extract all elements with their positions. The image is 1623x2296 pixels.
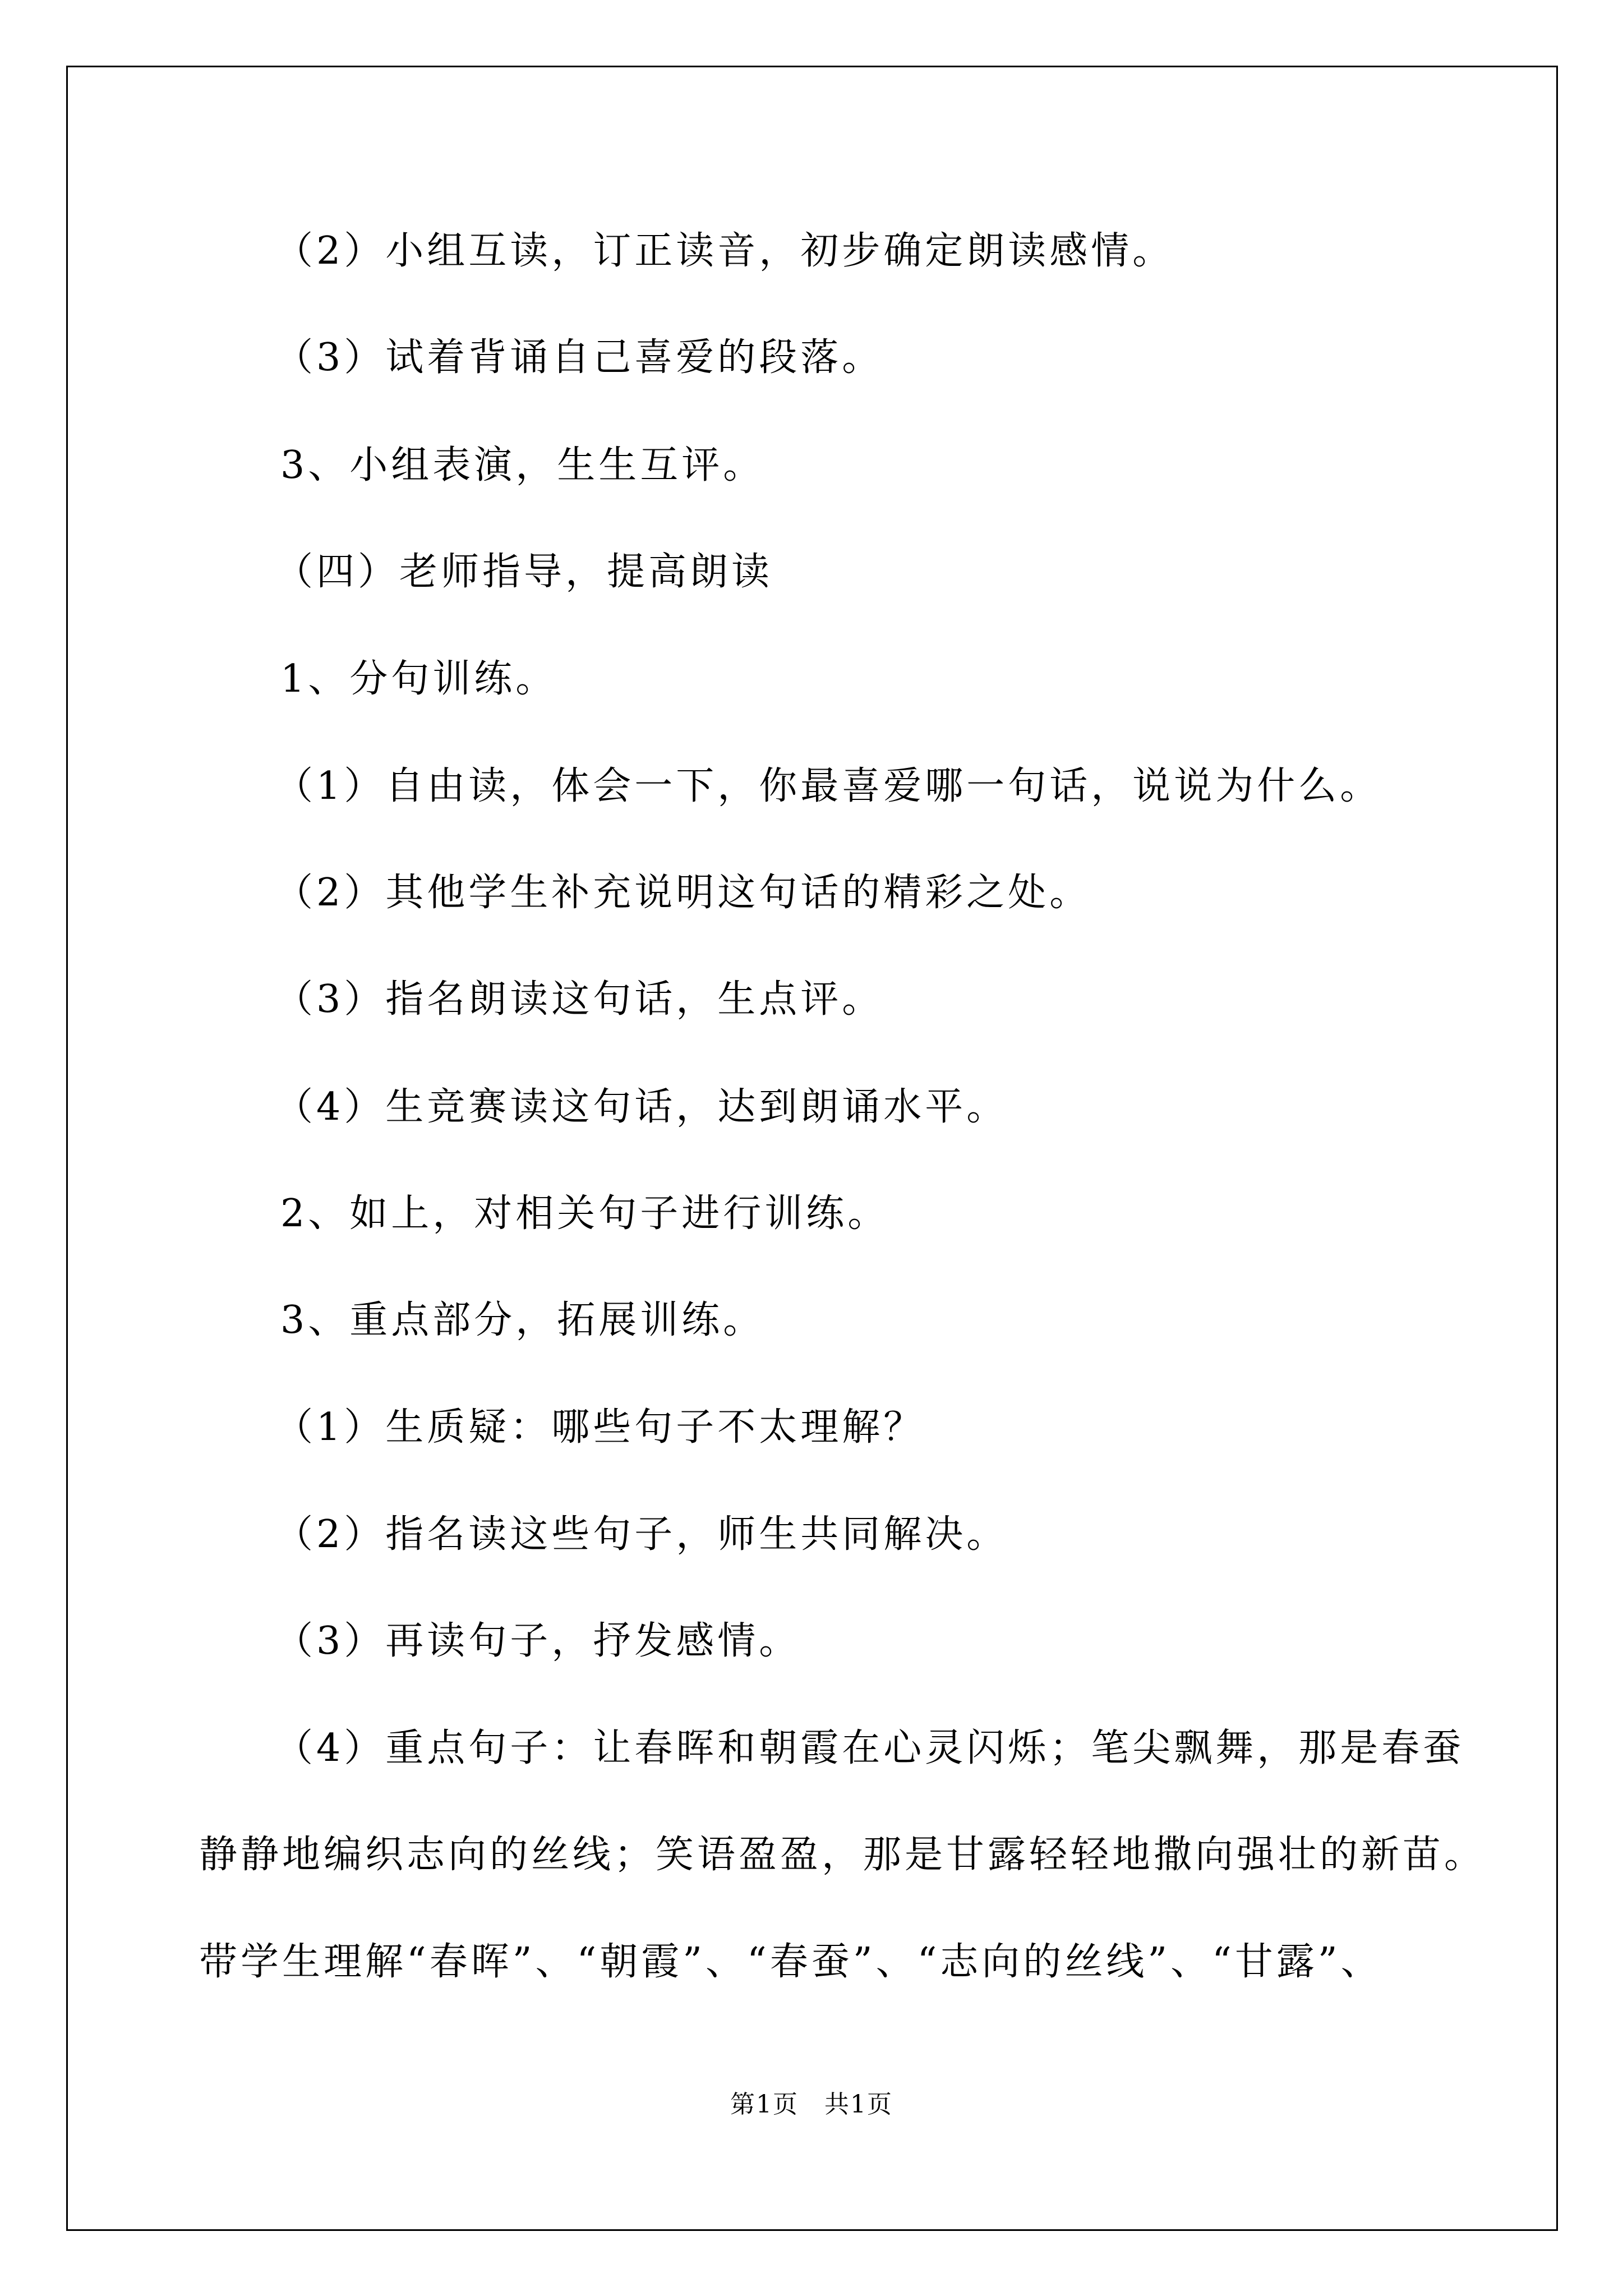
- paragraph-line: （2）小组互读，订正读音，初步确定朗读感情。: [275, 229, 1174, 273]
- paragraph-line: （3）指名朗读这句话，生点评。: [275, 977, 884, 1022]
- paragraph-line: （4）重点句子：让春晖和朝霞在心灵闪烁；笔尖飘舞，那是春蚕: [275, 1726, 1465, 1770]
- paragraph-line: （2）指名读这些句子，师生共同解决。: [275, 1512, 1008, 1557]
- paragraph-line: （1）自由读，体会一下，你最喜爱哪一句话，说说为什么。: [275, 764, 1382, 808]
- paragraph-line: （2）其他学生补充说明这句话的精彩之处。: [275, 871, 1091, 915]
- paragraph-line: 1、分句训练。: [280, 657, 557, 701]
- paragraph-line: 3、小组表演，生生互评。: [280, 443, 765, 487]
- section-heading: （四）老师指导，提高朗读: [275, 550, 773, 594]
- paragraph-line: （3）再读句子，抒发感情。: [275, 1619, 801, 1663]
- paragraph-line: 静静地编织志向的丝线；笑语盈盈，那是甘露轻轻地撒向强壮的新苗。: [199, 1833, 1486, 1877]
- page-border: [66, 66, 1558, 2231]
- paragraph-line: （3）试着背诵自己喜爱的段落。: [275, 335, 884, 380]
- paragraph-line: 3、重点部分，拓展训练。: [280, 1298, 765, 1342]
- paragraph-line: 带学生理解“春晖”、“朝霞”、“春蚕”、“志向的丝线”、“甘露”、: [199, 1940, 1382, 1984]
- page-footer: 第1页 共1页: [730, 2090, 893, 2119]
- paragraph-line: （4）生竞赛读这句话，达到朗诵水平。: [275, 1085, 1008, 1129]
- paragraph-line: （1）生质疑：哪些句子不太理解？: [275, 1405, 925, 1450]
- paragraph-line: 2、如上，对相关句子进行训练。: [280, 1191, 889, 1236]
